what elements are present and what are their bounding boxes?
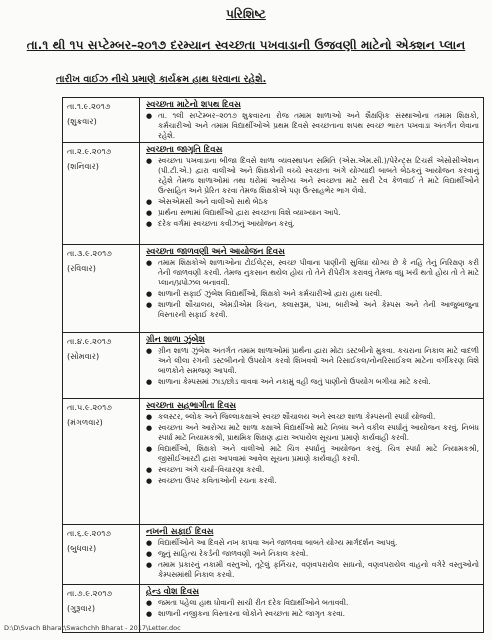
activity-cell: [140, 399, 484, 525]
row-date: તા.૭.૯.૨૦૧૭: [67, 588, 113, 598]
date-cell: [63, 245, 140, 333]
activity-bullet: [146, 412, 479, 422]
document-title: પરિશિષ્ટ: [226, 7, 266, 21]
action-plan-body: [63, 98, 484, 633]
bullet-icon: ●: [146, 259, 153, 267]
bullet-icon: ●: [146, 220, 153, 228]
row-date: તા.૨.૯.૨૦૧૭: [67, 146, 112, 156]
file-path-footer: D:\D\Svach Bharat\Swachchh Bharat - 2017\Letter.doc: [4, 624, 181, 632]
activity-bullet: [146, 111, 479, 141]
table-row: [63, 333, 484, 399]
row-weekday: (શુક્રવાર): [67, 116, 97, 126]
activity-bullet: [146, 346, 479, 376]
day-theme-title: હેન્ડ વોશ દિવસ: [146, 586, 199, 596]
date-cell: [63, 143, 140, 245]
activity-text: એસએમસી અને વાલીઓ સાથે બેઠક: [158, 197, 269, 206]
activity-bullet: [146, 289, 479, 299]
row-date: તા.૧.૯.૨૦૧૭: [67, 101, 111, 111]
bullet-icon: ●: [146, 198, 153, 206]
activity-bullet: [146, 560, 479, 580]
activity-text: જમતા પહેલા હાથ ધોવાની સાચી રીત દરેક વિદ્યાર્થીઓને બતાવવી.: [158, 598, 349, 607]
bullet-icon: ●: [146, 610, 153, 618]
action-plan-table: [62, 97, 484, 633]
bullet-icon: ●: [146, 413, 153, 421]
row-date: તા.૬.૯.૨૦૧૭: [67, 528, 112, 538]
activity-text: તમામ પ્રકારનું નકામી વસ્તુઓ, તૂટેલું ફર્નિચર, વણવપરાયેલ સાધનો, વણવપરાયેલ વાહનો વગેરે વસ્તુઓનો કેમ્પસમાંથી નિકાલ કરવો.: [158, 560, 479, 579]
activity-bullet: [146, 476, 479, 486]
bullet-icon: ●: [146, 466, 153, 474]
date-cell: [63, 399, 140, 525]
activity-text: જુનું સાહિત્ય રેકર્ડની જાળવણી અને નિકાલ કરવો.: [158, 549, 309, 558]
date-cell: [63, 525, 140, 585]
activity-cell: [140, 98, 484, 143]
activity-text: સ્વચ્છતા અંગે ચર્ચા–વિચારણા કરવી.: [158, 465, 265, 474]
table-row: [63, 245, 484, 333]
activity-text: શાળાની નજીકના વિસ્તારના લોકોને સ્વચ્છતા માટે જાગૃત કરવા.: [158, 609, 345, 618]
bullet-icon: ●: [146, 561, 153, 569]
day-theme-title: સ્વચ્છતા સહભાગીતા દિવસ: [146, 400, 236, 410]
activity-text: સ્વચ્છતા પખવાડાના બીજા દિવસે શાળા વ્યવસ્થાપન સમિતિ (એસ.એમ.સી.)/પેરેન્ટ્સ ટિચર્સ એસોસીએશન (પી.ટી.એ.) દ્વારા વાલીઓ અને શિક્ષકોની વચ્ચે સ્વચ્છતા અંગે યોગ્યાદી બાબતે બેઠકનું આયોજન કરવાનું રહેશે તેમજ શાળાઓમાં તથા ઘરોમાં આરોગ્ય અને સ્વચ્છતા માટે સારી ટેવ કેળવાઈ તે માટે વિદ્યાર્થીઓને ઉત્સાહિત અને પ્રેરિત કરવા તેમજ શિક્ષકોએ પણ ઉત્સાહભેર ભાગ લેવો.: [158, 156, 479, 195]
day-theme-title: સ્વચ્છતા માટેનો શપથ દિવસ: [146, 99, 241, 109]
table-row: [63, 143, 484, 245]
activity-bullet: [146, 219, 479, 229]
activity-bullet: [146, 377, 479, 387]
bullet-icon: ●: [146, 599, 153, 607]
main-heading: તા.૧ થી ૧૫ સપ્ટેમ્બર–૨૦૧૭ દરમ્યાન સ્વચ્છતા પખવાડાની ઉજવણી માટેનો એક્શન પ્લાન: [26, 38, 466, 52]
day-theme-title: સ્વચ્છતા જાળવણી અને આયોજન દિવસ: [146, 246, 285, 256]
activity-bullet: [146, 444, 479, 464]
table-row: [63, 399, 484, 525]
date-cell: [63, 333, 140, 399]
activity-bullet: [146, 609, 479, 619]
bullet-icon: ●: [146, 301, 153, 309]
row-date: તા.૪.૯.૨૦૧૭: [67, 336, 112, 346]
row-weekday: (બુધવાર): [67, 543, 97, 553]
activity-bullet: [146, 258, 479, 288]
bullet-icon: ●: [146, 157, 153, 165]
activity-text: શાળાના કેમ્પસમાં ઝાડ/છોડ વાવવા અને નકામું વહી જતું પાણીનો ઉપયોગ બગીચા માટે કરવો.: [158, 377, 431, 386]
bullet-icon: ●: [146, 445, 153, 453]
activity-bullet: [146, 465, 479, 475]
table-row: [63, 98, 484, 143]
bullet-icon: ●: [146, 378, 153, 386]
activity-cell: [140, 333, 484, 399]
row-weekday: (મંગળવાર): [67, 417, 103, 427]
activity-text: તમામ શિક્ષકોએ શાળાઓના ટોઈલેટ્સ, સ્વચ્છ પીવાના પાણીની સુવિધા યોગ્ય છે કે નહિ તેનું નિરિક્ષણ કરી તેની જાળવણી કરવી. તેમજ નુકસાન થયેલ હોય તો તેને રીપેરીંગ કરાવવું તેમજ વધુ ખર્ચ થતો હોય તો તે માટે પ્લાન/પ્રપોઝલ બનાવવી.: [158, 258, 479, 287]
bullet-icon: ●: [146, 290, 153, 298]
row-weekday: (રવિવાર): [67, 263, 96, 273]
activity-bullet: [146, 423, 479, 443]
bullet-icon: ●: [146, 112, 153, 120]
row-weekday: (ગુરૂવાર): [67, 603, 96, 613]
activity-text: કલસ્ટર, બ્લોક અને જિલ્લાકક્ષાએ સ્વચ્છ શૌચાલય અને સ્વચ્છ શાળા કેમ્પસની સ્પર્ધા યોજવી.: [158, 412, 436, 421]
activity-text: સ્વચ્છતા અને આરોગ્ય માટે શાળા કક્ષાએ વિદ્યાર્થીઓ માટે નિબંધ અને વકીલ સ્પર્ધાનું આયોજન કરવું. નિબંધ સ્પર્ધા માટે નિયામકશ્રી, પ્રાથમિક શિક્ષણ દ્વારા અપાયેલ સૂચના પ્રમાણે કાર્યવાહી કરવી.: [158, 423, 479, 442]
activity-text: દરેક વર્ગમાં સ્વચ્છતા કવીઝનું આયોજન કરવું.: [158, 219, 295, 228]
activity-cell: [140, 143, 484, 245]
bullet-icon: ●: [146, 347, 153, 355]
activity-text: સ્વચ્છતા ઉપર કવિતાઓની રચના કરવી.: [158, 476, 277, 485]
bullet-icon: ●: [146, 550, 153, 558]
bullet-icon: ●: [146, 424, 153, 432]
row-date: તા.૩.૯.૨૦૧૭: [67, 248, 112, 258]
activity-bullet: [146, 300, 479, 320]
row-weekday: (શનિવાર): [67, 161, 99, 171]
activity-bullet: [146, 156, 479, 196]
activity-bullet: [146, 208, 479, 218]
activity-text: શાળાની સફાઈ ઝુંબેશ વિદ્યાર્થીઓ, શિક્ષકો અને કર્મચારીઓ દ્વારા હાથ ધરવી.: [158, 289, 383, 298]
activity-cell: [140, 585, 484, 633]
subtitle: તારીખ વાઈઝ નીચે પ્રમાણે કાર્યક્રમ હાથ ધરવાના રહેશે.: [56, 74, 267, 85]
day-theme-title: સ્વચ્છતા જાગૃતિ દિવસ: [146, 144, 223, 154]
activity-bullet: [146, 197, 479, 207]
bullet-icon: ●: [146, 209, 153, 217]
day-theme-title: નખની સફાઈ દિવસ: [146, 526, 214, 536]
activity-bullet: [146, 538, 479, 548]
activity-cell: [140, 245, 484, 333]
activity-text: પ્રાર્થના સભામાં વિદ્યાર્થીઓ દ્વારા સ્વચ્છતા વિશે વ્યાખ્યાન આપે.: [158, 208, 341, 217]
bullet-icon: ●: [146, 539, 153, 547]
activity-bullet: [146, 549, 479, 559]
activity-text: વિદ્યાર્થીઓ, શિક્ષકો અને વાલીઓ માટે ચિત્ર સ્પર્ધાનું આયોજન કરવું. ચિત્ર સ્પર્ધા માટે નિયામકશ્રી, જીસીઈઆરટી દ્વારા આપવામાં આવેલ સૂચના પ્રમાણે કાર્યવાહી કરવી.: [158, 444, 479, 463]
date-cell: [63, 98, 140, 143]
activity-text: ગ્રીન શાળા ઝુંબેશ અંતર્ગત તમામ શાળાઓમાં પ્રાર્થના દ્વારા મોટા ડસ્ટબીનો મુકવા. કચરાના નિકાલ માટે વાદળી અને લીલા રંગની ડસ્ટબીનનો ઉપયોગ કરવો શિખવવો અને રિસાઈકલ/નોનરિસાઈકલ માટેના વર્ગીકરણ વિશે બાળકોને સમજણ આપવી.: [158, 346, 479, 375]
row-weekday: (સોમવાર): [67, 351, 100, 361]
day-theme-title: ગ્રીન શાળા ઝુંબેશ: [146, 334, 205, 344]
activity-text: તા. ૧લી સપ્ટેમ્બર–૨૦૧૭ શુક્રવારના રોજ તમામ શાળાઓ અને શૈક્ષણિક સંસ્થાઓના તમામ શિક્ષકો, કર્મચારીઓ અને તમામ વિદ્યાર્થીઓએ પ્રથમ દિવસે સ્વચ્છતાના શપથ સ્વચ્છ ભારત પખવાડા અંતર્ગત લેવાના રહેશે.: [158, 111, 479, 140]
activity-text: વિદ્યાર્થીઓને આ દિવસે નખ કાપવા અને જાળવવા બાબતે યોગ્ય માર્ગદર્શન આપવું.: [158, 538, 398, 547]
bullet-icon: ●: [146, 477, 153, 485]
table-row: [63, 525, 484, 585]
row-date: તા.૫.૯.૨૦૧૭: [67, 402, 112, 412]
activity-text: શાળાની શૌચાલય, એમડીએમ કિચન, ક્લાસરૂમ, પંખા, બારીઓ અને કેમ્પસ અને તેની આજુબાજુના વિસ્તારની સફાઈ કરવી.: [158, 300, 479, 319]
activity-bullet: [146, 598, 479, 608]
activity-cell: [140, 525, 484, 585]
